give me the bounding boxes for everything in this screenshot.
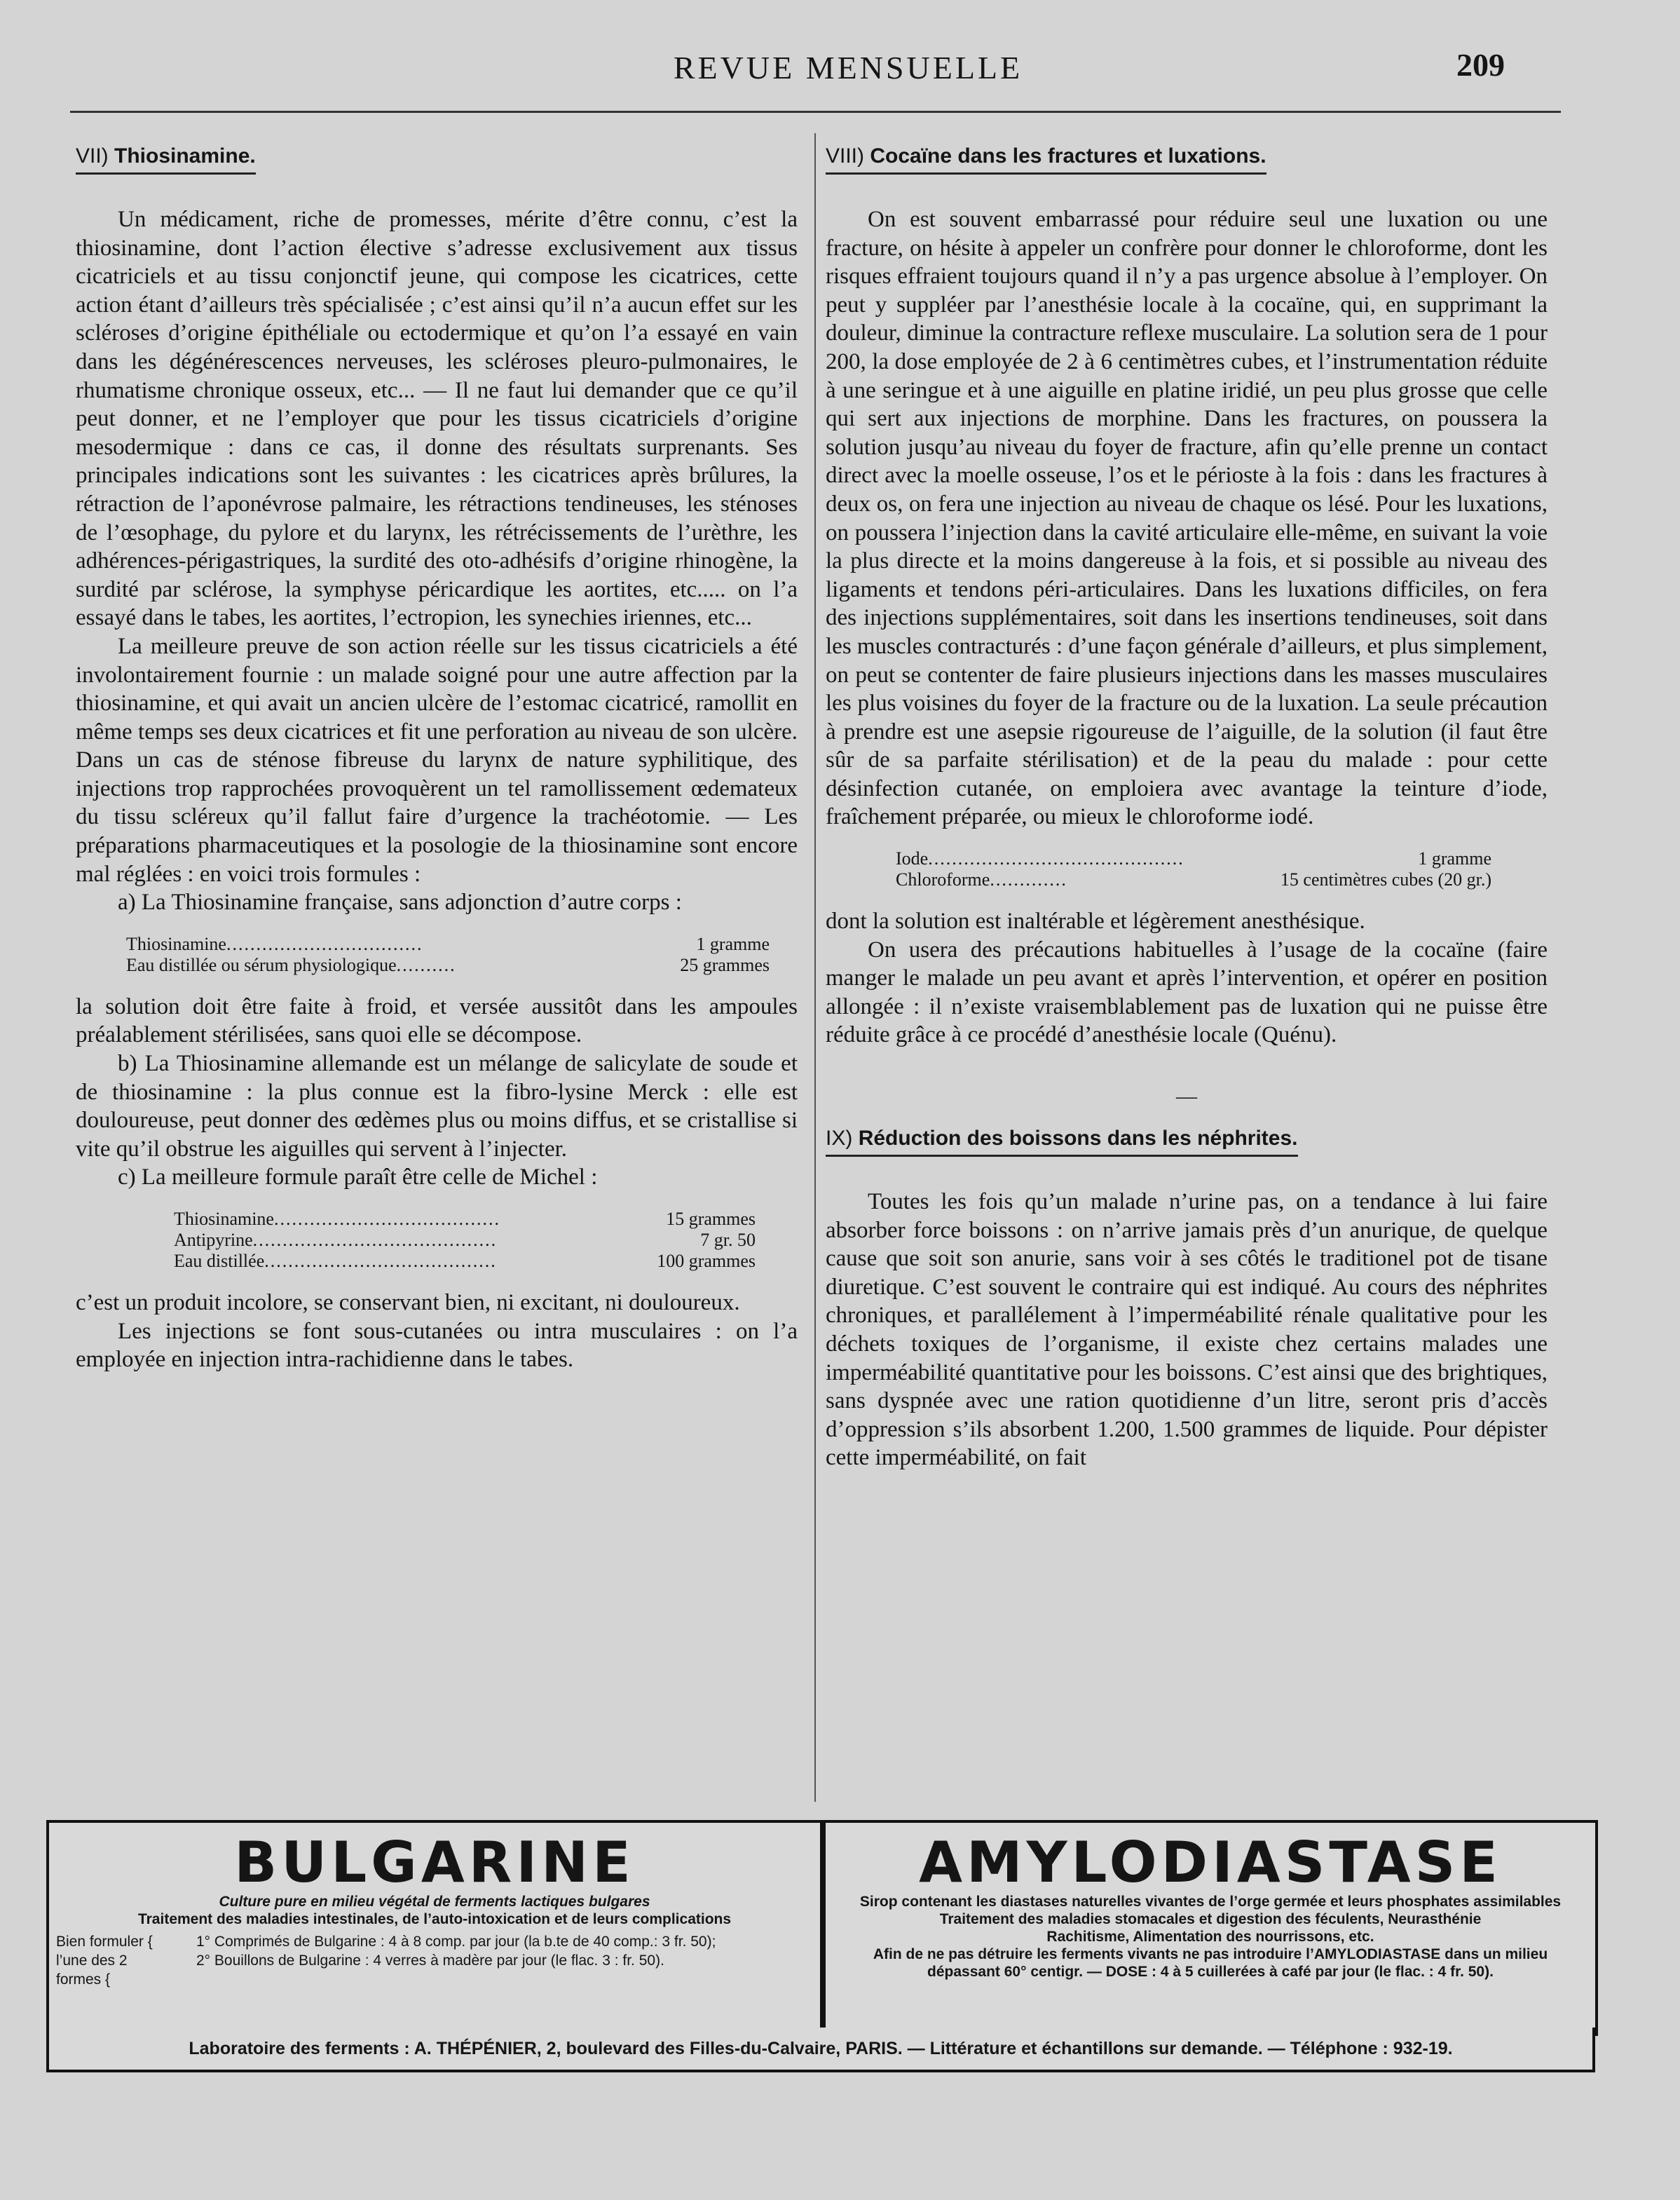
leader-dots: ............. [990,869,1067,890]
section-title: Cocaïne dans les fractures et luxations. [870,144,1266,168]
paragraph: b) La Thiosinamine allemande est un mélange de salicylate de soude et de thiosinamine : la plus connue est la fibro-lysine Merck : elle est douloureuse, peut donner des œdèmes plus ou moins diffus, et se cristallise si vite qu’il obstrue les aiguilles qui servent à l’injecter. [76,1051,798,1162]
ad-dosage-lines [196,1932,820,1970]
running-header [0,43,1680,100]
ingredient-quantity: 1 gramme [696,933,770,954]
amylodiastase-ad [823,1820,1598,2036]
paragraph: Les injections se font sous-cutanées ou intra musculaires : on l’a employée en injection intra-rachidienne dans le tabes. [76,1318,798,1373]
dosage-label-line: Bien formuler { [56,1934,153,1950]
leader-dots: .......... [396,954,456,975]
ad-dosage [49,1932,820,1988]
ingredient-quantity: 1 gramme [1418,848,1491,869]
paragraph: la solution doit être faite à froid, et versée aussitôt dans les ampoules préalablement stérilisées, sans quoi elle se décompose. [76,993,798,1048]
page-number: 209 [1456,47,1505,83]
formula-line [174,1209,756,1230]
paragraph: La meilleure preuve de son action réelle sur les tissus cicatriciels a été involontairement fournie : un malade soigné pour une autre affection par la thiosinamine, et qui avait un ancien ulcère de l’estomac cicatricé, ramollit en même temps ses deux cicatrices et fit une perforation au niveau de son ulcère. Dans un cas de sténose fibreuse du larynx de nature syphilitique, des injections trop rapprochées provoquèrent un tel ramollissement œdemateux du tissu scléreux qu’il fallut faire d’urgence la trachéotomie. — Les préparations pharmaceutiques et la posologie de la thiosinamine sont encore mal réglées : en voici trois formules : [76,633,798,887]
ad-line: dépassant 60° centigr. — DOSE : 4 à 5 cuillerées à café par jour (le flac. : 4 fr. 50). [927,1964,1494,1980]
dosage-label-line: l’une des 2 formes { [56,1953,128,1988]
leader-dots: ....................................... [264,1251,497,1271]
section-number: VIII) [826,144,865,168]
ingredient-name: Eau distillée [174,1251,265,1271]
section-title: Réduction des boissons dans les néphrites. [858,1127,1298,1150]
ingredient-name: Antipyrine [174,1230,253,1250]
ad-title: BULGARINE [234,1830,635,1895]
leader-dots: ................................. [226,933,423,954]
formula-line [896,869,1491,890]
ingredient-quantity: 7 gr. 50 [700,1230,756,1250]
formula-a [76,934,798,976]
column-divider [814,133,816,1802]
advertisement-block [46,1820,1595,2058]
dosage-line: 2° Bouillons de Bulgarine : 4 verres à madère par jour (le flac. 3 : fr. 50). [196,1953,664,1969]
section-heading-cocaine [826,144,1266,175]
ad-line: Sirop contenant les diastases naturelles vivantes de l’orge germée et leurs phosphates assimilables [859,1894,1562,1910]
paragraph: a) La Thiosinamine française, sans adjonction d’autre corps : [118,890,682,916]
leader-dots: ...................................... [273,1209,500,1229]
ad-line: Traitement des maladies stomacales et digestion des féculents, Neurasthénie [939,1911,1482,1927]
paragraph: On usera des précautions habituelles à l’usage de la cocaïne (faire manger le malade un peu avant et après l’intervention, et opérer en position allongée : il n’existe vraisemblablement pas de luxation qui ne puisse être réduite grâce à ce procédé d’anesthésie locale (Quénu). [826,937,1548,1048]
ingredient-name: Iode [896,848,929,869]
right-column [826,140,1548,1809]
paragraph: dont la solution est inaltérable et légèrement anesthésique. [826,909,1365,935]
ingredient-name: Chloroforme [896,869,990,890]
ad-indication: Traitement des maladies intestinales, de l’auto-intoxication et de leurs complications [137,1911,732,1927]
ingredient-quantity: 15 grammes [666,1209,756,1229]
ingredient-name: Thiosinamine [126,933,226,954]
ad-line: Afin de ne pas détruire les ferments vivants ne pas introduire l’AMYLODIASTASE dans un milieu [873,1946,1548,1962]
formula-iode [826,848,1548,890]
ad-title: AMYLODIASTASE [919,1830,1502,1895]
ingredient-quantity: 15 centimètres cubes (20 gr.) [1280,869,1491,890]
ad-dosage-label [56,1932,175,1989]
dosage-line: 1° Comprimés de Bulgarine : 4 à 8 comp. par jour (la b.te de 40 comp.: 3 fr. 50); [196,1934,716,1950]
leader-dots: ......................................... [252,1230,498,1250]
paragraph: c) La meilleure formule paraît être celle de Michel : [118,1164,598,1190]
paragraph: Un médicament, riche de promesses, mérite d’être connu, c’est la thiosinamine, dont l’action élective s’adresse exclusivement aux tissus cicatriciels et au tissu conjonctif jeune, qui compose les cicatrices, cette action étant d’ailleurs très spécialisée ; c’est ainsi qu’il n’a aucun effet sur les scléroses d’origine épithéliale ou ectodermique et qu’on l’a essayé en vain dans les dégénérescences nerveuses, les scléroses pleuro-pulmonaires, le rhumatisme chronique osseux, etc... — Il ne faut lui demander que ce qu’il peut donner, et ne l’employer que pour les tissus cicatriciels d’origine mesodermique : dans ce cas, il donne des résultats surprenants. Ses principales indications sont les suivantes : les cicatrices après brûlures, la rétraction de l’aponévrose palmaire, les rétractions tendineuses, les sténoses de l’œsophage, du pylore et du larynx, les rétrécissements de l’urèthre, les adhérences-périgastriques, la surdité des oto-adhésifs d’origine rhinogène, la surdité par sclérose, la symphyse péricardique les aortites, etc..... on l’a essayé dans le tabes, les aortites, l’ectropion, les synechies iriennes, etc... [76,207,798,631]
section-separator: — [1176,1085,1197,1108]
section-heading-thiosinamine [76,144,256,175]
ingredient-name: Eau distillée ou sérum physiologique [126,954,397,975]
left-column [76,140,798,1809]
bulgarine-ad [46,1820,823,2036]
header-rule [70,111,1561,113]
leader-dots: ........................................... [928,848,1184,869]
section-title: Thiosinamine. [114,144,256,168]
formula-line [126,934,770,955]
paragraph: c’est un produit incolore, se conservant bien, ni excitant, ni douloureux. [76,1290,740,1315]
ingredient-name: Thiosinamine [174,1209,274,1229]
ad-line: Rachitisme, Alimentation des nourrissons, etc. [1046,1929,1374,1945]
ingredient-quantity: 100 grammes [657,1251,756,1271]
ad-tagline: Culture pure en milieu végétal de ferments lactiques bulgares [219,1894,650,1910]
paragraph: On est souvent embarrassé pour réduire seul une luxation ou une fracture, on hésite à appeler un confrère pour donner le chloroforme, dont les risques effraient toujours quand il n’y a pas urgence absolue à l’employer. On peut y suppléer par l’anesthésie locale à la cocaïne, qui, en supprimant la douleur, diminue la contracture reflexe musculaire. La solution sera de 1 pour 200, la dose employée de 2 à 6 centimètres cubes, et l’instrumentation réduite à une seringue et à une aiguille en platine iridié, un peu plus grosse que celle qui sert aux injections de morphine. Dans les fractures, on poussera la solution jusqu’au niveau du foyer de fracture, afin qu’elle prenne un contact direct avec la moelle osseuse, l’os et le périoste à la fois : dans les fractures à deux os, on fera une injection au niveau de chaque os lésé. Pour les luxations, on poussera l’injection dans la cavité articulaire elle-même, en suivant la voie la plus directe et la moins dangereuse à la fois, et si possible au niveau des ligaments et tendons péri-articulaires. Dans les luxations difficiles, on fera des injections supplémentaires, soit dans les insertions tendineuses, soit dans les muscles contracturés : d’une façon générale d’ailleurs, et plus simplement, on peut se contenter de faire plusieurs injections dans les masses musculaires les plus voisines du foyer de la fracture ou de la luxation. La seule précaution à prendre est une asepsie rigoureuse de l’aiguille, de la solution (il faut être sûr de sa parfaite stérilisation) et de la peau du malade : pour cette désinfection cutanée, on emploiera avec avantage la teinture d’iode, fraîchement préparée, ou mieux le chloroforme iodé. [826,207,1548,830]
formula-c [76,1209,798,1272]
paragraph: Toutes les fois qu’un malade n’urine pas, on a tendance à lui faire absorber force boissons : on n’arrive jamais près d’un anurique, de quelque cause que soit son anurie, sans voir à ses côtés le traditionel pot de tisane diuretique. C’est souvent le contraire qui est indiqué. Au cours des néphrites chroniques, et parallélement à l’imperméabilité rénale qualitative pour les déchets toxiques de l’organisme, il existe chez certains malades une imperméabilité quantitative pour les boissons. C’est ainsi que des brightiques, sans dyspnée avec une ration quotidienne d’un litre, seront pris d’accès d’oppression s’ils absorbent 1.200, 1.500 grammes de liquide. Pour dépister cette imperméabilité, on fait [826,1189,1548,1471]
formula-line [174,1230,756,1251]
formula-line [126,955,770,976]
section-number: IX) [826,1127,853,1150]
section-heading-nephrites [826,1127,1298,1157]
ingredient-quantity: 25 grammes [680,954,770,975]
formula-line [896,848,1491,869]
journal-title: REVUE MENSUELLE [673,50,1023,86]
ad-footer-laboratory: Laboratoire des ferments : A. THÉPÉNIER, 2, boulevard des Filles-du-Calvaire, PARIS. — Littérature et échantillons sur demande. — Téléphone : 932-19. [46,2028,1595,2072]
formula-line [174,1251,756,1272]
section-number: VII) [76,144,109,168]
